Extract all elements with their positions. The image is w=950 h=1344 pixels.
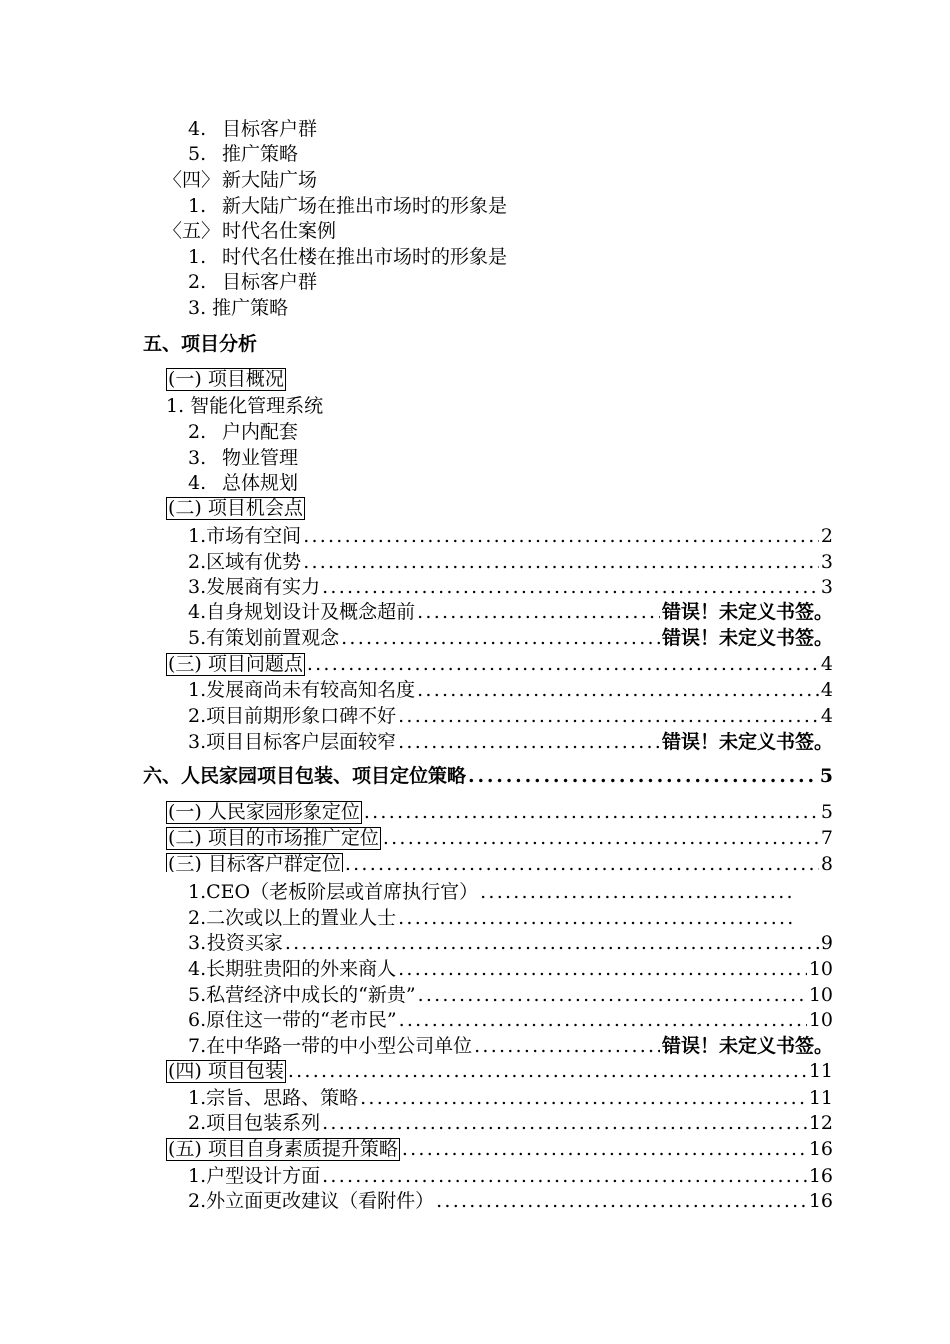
toc-title: CEO（老板阶层或首席执行官） (206, 881, 479, 903)
toc-entry[interactable] (188, 626, 833, 651)
toc-title: 原住这一带的“老市民” (206, 1009, 397, 1031)
toc-entry[interactable] (166, 652, 833, 677)
toc-page-number: 4 (820, 653, 833, 675)
toc-title: (二) 项目的市场推广定位 (168, 827, 379, 849)
toc-title: 物业管理 (222, 447, 299, 469)
toc-number: 2. (188, 271, 207, 293)
toc-entry[interactable] (188, 730, 833, 755)
toc-page-number: 5 (820, 801, 833, 823)
toc-entry[interactable] (166, 800, 833, 825)
dot-leader (480, 880, 792, 905)
toc-page-number: 4 (820, 705, 833, 727)
toc-page-number: 3 (820, 576, 833, 598)
toc-number: 3. (188, 447, 207, 469)
toc-page-number: 错误！未定义书签。 (661, 601, 833, 623)
toc-page-number: 12 (808, 1112, 833, 1134)
toc-entry[interactable] (166, 394, 323, 419)
dot-leader (468, 764, 818, 789)
toc-title: 项目目标客户层面较窄 (206, 731, 397, 753)
toc-entry[interactable] (188, 1189, 833, 1214)
dot-leader (285, 931, 819, 956)
toc-title: 六、人民家园项目包装、项目定位策略 (143, 765, 467, 787)
toc-page-number: 11 (808, 1060, 833, 1082)
toc-entry[interactable] (188, 117, 317, 142)
toc-entry[interactable] (188, 194, 507, 219)
toc-number: 7. (188, 1035, 207, 1057)
toc-title: (一) 人民家园形象定位 (168, 801, 360, 823)
toc-page-number: 10 (808, 958, 833, 980)
toc-entry[interactable] (188, 880, 794, 905)
dot-leader (398, 957, 807, 982)
toc-entry[interactable] (163, 219, 336, 244)
toc-entry[interactable] (166, 368, 286, 393)
toc-page-number: 16 (808, 1138, 833, 1160)
toc-number: 6. (188, 1009, 207, 1031)
toc-page-number: 4 (820, 679, 833, 701)
toc-title: 1. 智能化管理系统 (166, 395, 324, 417)
dot-leader (341, 626, 660, 651)
toc-number: 4. (188, 472, 207, 494)
toc-title: 私营经济中成长的“新贵” (206, 984, 416, 1006)
toc-number: 5. (188, 984, 207, 1006)
toc-entry[interactable] (188, 524, 833, 549)
toc-title: (四) 项目包装 (168, 1060, 284, 1082)
toc-number: 1. (188, 1087, 207, 1109)
toc-entry[interactable] (188, 142, 298, 167)
dot-leader (398, 730, 660, 755)
toc-title: (三) 目标客户群定位 (166, 853, 343, 872)
dot-leader (418, 983, 807, 1008)
toc-section-heading[interactable] (143, 332, 257, 357)
toc-entry[interactable] (188, 704, 833, 729)
toc-entry[interactable] (166, 497, 305, 522)
toc-title: 区域有优势 (206, 551, 302, 573)
dot-leader (322, 1111, 807, 1136)
toc-entry[interactable] (188, 1008, 833, 1033)
toc-entry[interactable] (163, 168, 317, 193)
toc-number: 5. (188, 143, 207, 165)
toc-number: 1. (188, 1165, 207, 1187)
toc-entry[interactable] (188, 931, 833, 956)
toc-title: (三) 项目问题点 (168, 653, 303, 675)
toc-title: (一) 项目概况 (168, 368, 284, 390)
toc-page-number: 16 (808, 1190, 833, 1212)
toc-number: 1. (188, 195, 207, 217)
toc-page-number: 9 (820, 932, 833, 954)
toc-entry[interactable] (188, 678, 833, 703)
dot-leader (322, 575, 819, 600)
toc-title: 项目包装系列 (206, 1112, 321, 1134)
dot-leader (474, 1034, 660, 1059)
toc-number: 3. (188, 932, 207, 954)
dot-leader (322, 1164, 807, 1189)
dot-leader (398, 704, 819, 729)
toc-page-number: 5 (819, 765, 833, 787)
toc-page-number: 11 (808, 1087, 833, 1109)
toc-title: 新大陆广场在推出市场时的形象是 (222, 195, 508, 217)
toc-entry[interactable] (188, 245, 507, 270)
toc-entry[interactable] (188, 600, 833, 625)
toc-number: 1. (188, 246, 207, 268)
toc-title: 外立面更改建议（看附件） (206, 1190, 435, 1212)
toc-number: 1. (188, 525, 207, 547)
toc-title: (五) 项目自身素质提升策略 (168, 1138, 398, 1160)
dot-leader (307, 652, 819, 677)
toc-number: 3. (188, 731, 207, 753)
toc-title: 市场有空间 (206, 525, 302, 547)
toc-entry[interactable] (188, 296, 288, 321)
dot-leader (402, 1137, 807, 1162)
toc-entry[interactable] (188, 1164, 833, 1189)
toc-page-number: 16 (808, 1165, 833, 1187)
dot-leader (436, 1189, 807, 1214)
dot-leader (417, 600, 660, 625)
toc-title: (二) 项目机会点 (168, 497, 303, 519)
toc-title: 发展商尚未有较高知名度 (206, 679, 416, 701)
dot-leader (383, 826, 819, 851)
toc-entry[interactable] (188, 446, 298, 471)
toc-number: 2. (188, 421, 207, 443)
toc-page-number: 错误！未定义书签。 (661, 731, 833, 753)
dot-leader (345, 852, 819, 872)
toc-number: 2. (188, 705, 207, 727)
toc-number: 2. (188, 907, 207, 929)
toc-number: 2. (188, 1190, 207, 1212)
toc-entry[interactable] (188, 1034, 833, 1059)
toc-entry[interactable] (188, 1111, 833, 1136)
toc-title: 有策划前置观念 (206, 627, 340, 649)
toc-number: 5. (188, 627, 207, 649)
toc-page-number: 2 (820, 525, 833, 547)
toc-page-number: 7 (820, 827, 833, 849)
toc-number: 1. (188, 679, 207, 701)
toc-title: 总体规划 (222, 472, 299, 494)
toc-title: 发展商有实力 (206, 576, 321, 598)
toc-page-number: 3 (820, 551, 833, 573)
toc-title: 目标客户群 (222, 271, 318, 293)
toc-number: 〈四〉 (163, 169, 221, 191)
toc-number: 〈五〉 (163, 220, 221, 242)
toc-entry[interactable] (188, 983, 833, 1008)
toc-entry[interactable] (188, 550, 833, 575)
dot-leader (303, 524, 819, 549)
toc-title: 在中华路一带的中小型公司单位 (206, 1035, 473, 1057)
dot-leader (303, 550, 819, 575)
toc-page-number: 10 (808, 1009, 833, 1031)
toc-page-number: 错误！未定义书签。 (661, 627, 833, 649)
toc-entry[interactable] (188, 270, 317, 295)
toc-entry[interactable] (188, 471, 298, 496)
toc-entry[interactable] (166, 826, 833, 851)
toc-number: 4. (188, 958, 207, 980)
toc-title: 3. 推广策略 (188, 297, 289, 319)
dot-leader (399, 1008, 807, 1033)
toc-title: 自身规划设计及概念超前 (206, 601, 416, 623)
toc-entry[interactable] (188, 1086, 833, 1111)
toc-page-number: 10 (808, 984, 833, 1006)
toc-title: 宗旨、思路、策略 (206, 1087, 359, 1109)
toc-page-number: 错误！未定义书签。 (661, 1035, 833, 1057)
toc-entry[interactable] (166, 852, 833, 872)
toc-title: 目标客户群 (222, 118, 318, 140)
toc-entry[interactable] (188, 420, 298, 445)
dot-leader (417, 678, 819, 703)
toc-entry[interactable] (166, 1137, 833, 1162)
toc-title: 五、项目分析 (143, 333, 258, 355)
toc-number: 4. (188, 601, 207, 623)
toc-entry[interactable] (166, 1059, 833, 1084)
toc-number: 2. (188, 551, 207, 573)
toc-number: 4. (188, 118, 207, 140)
toc-number: 2. (188, 1112, 207, 1134)
toc-title: 项目前期形象口碑不好 (206, 705, 397, 727)
toc-number: 1. (188, 881, 207, 903)
toc-title: 长期驻贵阳的外来商人 (206, 958, 397, 980)
toc-title: 户型设计方面 (206, 1165, 321, 1187)
toc-number: 3. (188, 576, 207, 598)
dot-leader (398, 906, 792, 931)
toc-page-number: 8 (820, 853, 833, 872)
toc-title: 户内配套 (222, 421, 299, 443)
toc-title: 二次或以上的置业人士 (206, 907, 397, 929)
toc-title: 推广策略 (222, 143, 299, 165)
toc-entry[interactable] (188, 575, 833, 600)
toc-entry[interactable] (188, 906, 794, 931)
dot-leader (360, 1086, 807, 1111)
toc-title: 时代名仕案例 (222, 220, 337, 242)
toc-title: 投资买家 (206, 932, 283, 954)
toc-title: 新大陆广场 (222, 169, 318, 191)
toc-section-heading[interactable] (143, 764, 833, 789)
toc-entry[interactable] (188, 957, 833, 982)
dot-leader (364, 800, 819, 825)
dot-leader (288, 1059, 807, 1084)
toc-title: 时代名仕楼在推出市场时的形象是 (222, 246, 508, 268)
